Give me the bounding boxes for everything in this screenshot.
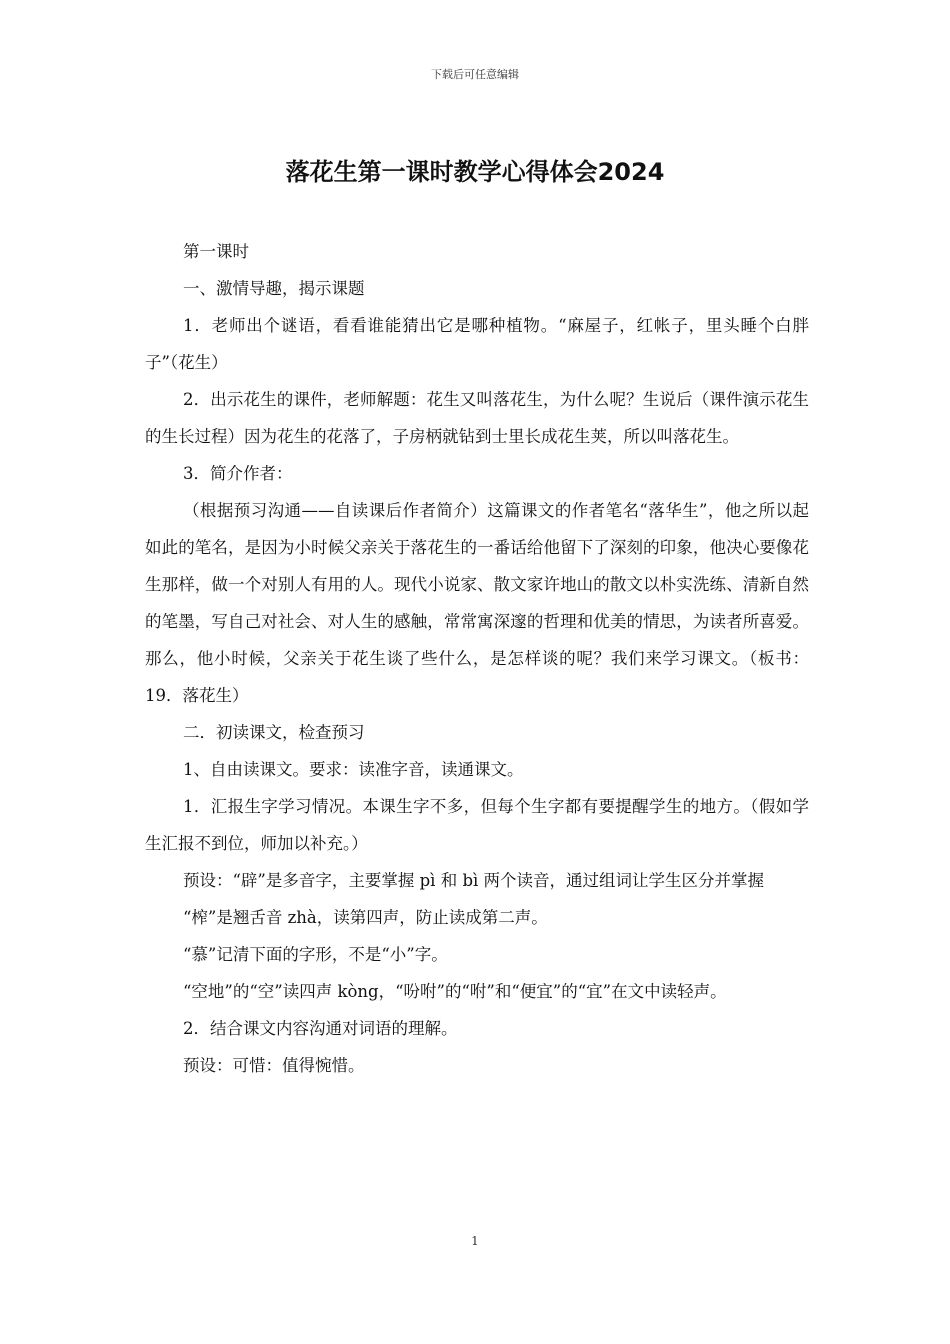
paragraph-author-heading: 3．简介作者：	[183, 464, 293, 483]
paragraph-preset-kexi: 预设：可惜：值得惋惜。	[183, 1056, 365, 1075]
paragraph-section-1-heading: 一、激情导趣，揭示课题	[183, 279, 365, 298]
paragraph-new-words-report: 1．汇报生字学习情况。本课生字不多，但每个生字都有要提醒学生的地方。（假如学生汇报不到位，师加以补充。）	[145, 797, 809, 853]
paragraph-preset-zha: “榨”是翘舌音 zhà，读第四声，防止读成第二声。	[183, 908, 548, 927]
document-body	[145, 233, 809, 1084]
paragraph-author-intro: （根据预习沟通——自读课后作者简介）这篇课文的作者笔名“落华生”，他之所以起如此的笔名，是因为小时候父亲关于落花生的一番话给他留下了深刻的印象，他决心要像花生那样，做一个对别人有用的人。现代小说家、散文家许地山的散文以朴实洗练、清新自然的笔墨，写自己对社会、对人生的感触，常常寓深邃的哲理和优美的情思，为读者所喜爱。那么，他小时候，父亲关于花生谈了些什么，是怎样谈的呢？我们来学习课文。（板书：19．落花生）	[145, 501, 809, 705]
page-number: 1	[471, 1234, 479, 1248]
paragraph-preset-pi: 预设：“辟”是多音字，主要掌握 pì 和 bì 两个读音，通过组词让学生区分并掌握	[183, 871, 765, 890]
page-header-note: 下载后可任意编辑	[431, 68, 519, 81]
paragraph-preset-kong: “空地”的“空”读四声 kòng，“吩咐”的“咐”和“便宜”的“宜”在文中读轻声。	[183, 982, 727, 1001]
paragraph-courseware: 2．出示花生的课件，老师解题：花生又叫落花生，为什么呢？生说后（课件演示花生的生长过程）因为花生的花落了，子房柄就钻到士里长成花生荚，所以叫落花生。	[145, 390, 809, 446]
paragraph-riddle: 1．老师出个谜语，看看谁能猜出它是哪种植物。“麻屋子，红帐子，里头睡个白胖子”（花生）	[145, 316, 809, 372]
paragraph-section-2-heading: 二．初读课文，检查预习	[183, 723, 365, 742]
paragraph-preset-mu: “慕”记清下面的字形，不是“小”字。	[183, 945, 448, 964]
paragraph-vocabulary: 2．结合课文内容沟通对词语的理解。	[183, 1019, 458, 1038]
paragraph-lesson-label: 第一课时	[183, 242, 249, 261]
paragraph-free-reading: 1、自由读课文。要求：读准字音，读通课文。	[183, 760, 524, 779]
document-title: 落花生第一课时教学心得体会2024	[285, 158, 665, 186]
